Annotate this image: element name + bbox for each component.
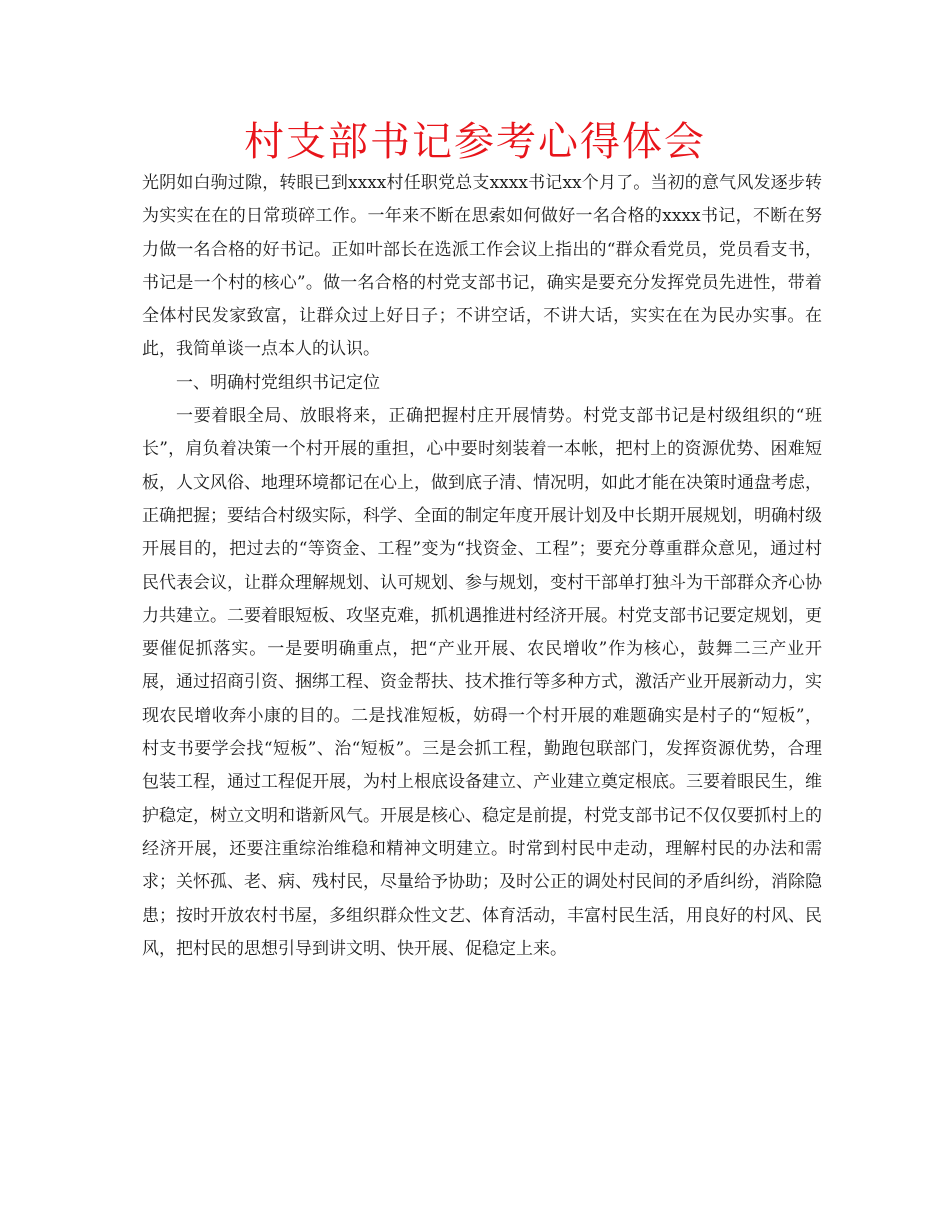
intro-paragraph: 光阴如白驹过隙，转眼已到xxxx村任职党总支xxxx书记xx个月了。当初的意气风发逐步转为实实在在的日常琐碎工作。一年来不断在思索如何做好一名合格的xxxx书记，不断在努力做一名合格的好书记。正如叶部长在选派工作会议上指出的“群众看党员，党员看支书，书记是一个村的核心”。做一名合格的村党支部书记，确实是要充分发挥党员先进性，带着全体村民发家致富，让群众过上好日子；不讲空话，不讲大话，实实在在为民办实事。在此，我简单谈一点本人的认识。 (142, 173, 822, 360)
section-heading: 一、明确村党组织书记定位 (176, 372, 380, 393)
document-title: 村支部书记参考心得体会 (244, 119, 706, 165)
body-paragraph: 一要着眼全局、放眼将来，正确把握村庄开展情势。村党支部书记是村级组织的“班长”，肩负着决策一个村开展的重担，心中要时刻装着一本帐，把村上的资源优势、困难短板，人文风俗、地理环境都记在心上，做到底子清、情况明，如此才能在决策时通盘考虑，正确把握；要结合村级实际，科学、全面的制定年度开展计划及中长期开展规划，明确村级开展目的，把过去的“等资金、工程”变为“找资金、工程”；要充分尊重群众意见，通过村民代表会议，让群众理解规划、认可规划、参与规划，变村干部单打独斗为干部群众齐心协力共建立。二要着眼短板、攻坚克难，抓机遇推进村经济开展。村党支部书记要定规划，更要催促抓落实。一是要明确重点，把“产业开展、农民增收”作为核心，鼓舞二三产业开展，通过招商引资、捆绑工程、资金帮扶、技术推行等多种方式，激活产业开展新动力，实现农民增收奔小康的目的。二是找准短板，妨碍一个村开展的难题确实是村子的“短板”，村支书要学会找“短板”、治“短板”。三是会抓工程，勤跑包联部门，发挥资源优势，合理包装工程，通过工程促开展，为村上根底设备建立、产业建立奠定根底。三要着眼民生，维护稳定，树立文明和谐新风气。开展是核心、稳定是前提，村党支部书记不仅仅要抓村上的经济开展，还要注重综治维稳和精神文明建立。时常到村民中走动，理解村民的办法和需求；关怀孤、老、病、残村民，尽量给予协助；及时公正的调处村民间的矛盾纠纷，消除隐患；按时开放农村书屋，多组织群众性文艺、体育活动，丰富村民生活，用良好的村风、民风，把村民的思想引导到讲文明、快开展、促稳定上来。 (142, 406, 822, 959)
document-body (142, 167, 822, 966)
